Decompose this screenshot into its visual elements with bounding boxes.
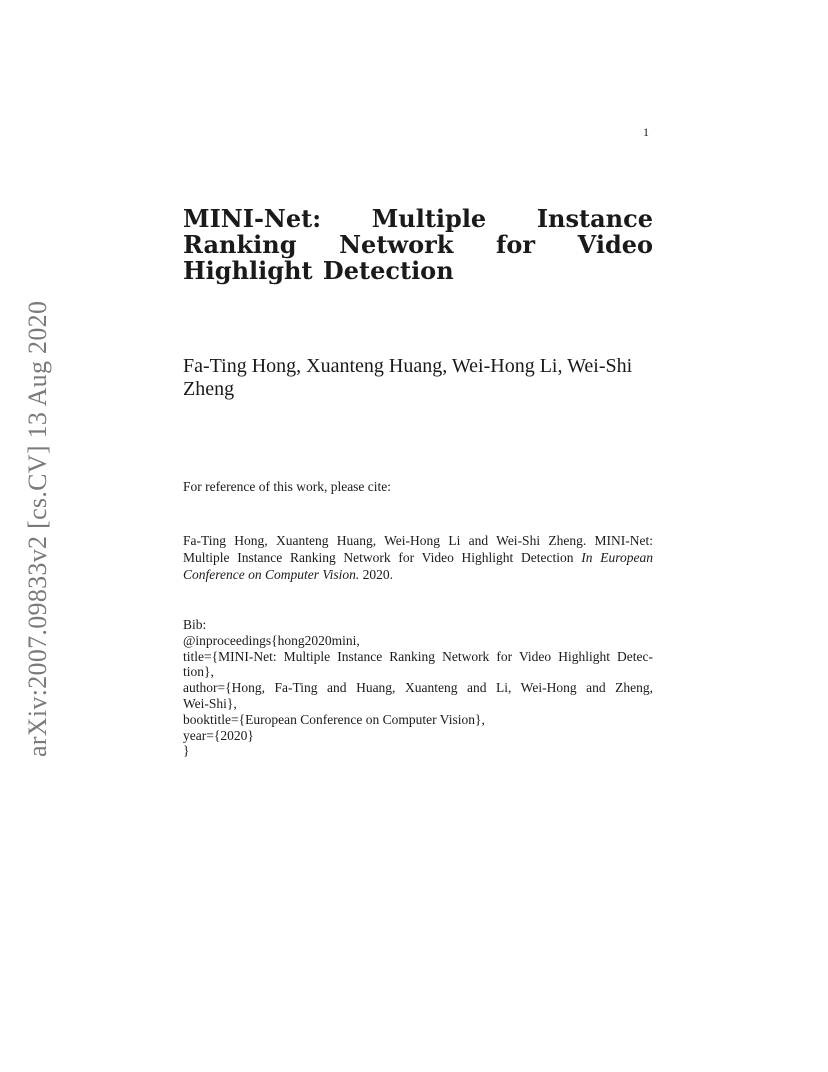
bib-line: author={Hong, Fa-Ting and Huang, Xuanteng and Li, Wei-Hong and Zheng, bbox=[183, 680, 653, 696]
arxiv-stamp: arXiv:2007.09833v2 [cs.CV] 13 Aug 2020 bbox=[23, 300, 52, 757]
bib-line: title={MINI-Net: Multiple Instance Ranking Network for Video Highlight Detec- bbox=[183, 648, 653, 664]
reference-entry bbox=[183, 532, 653, 583]
bib-line: booktitle={European Conference on Computer Vision}, bbox=[183, 711, 485, 727]
bibtex-block bbox=[183, 617, 653, 759]
bib-line: Wei-Shi}, bbox=[183, 695, 237, 711]
bib-line: year={2020} bbox=[183, 727, 254, 743]
bib-line: } bbox=[183, 743, 190, 759]
bib-line: tion}, bbox=[183, 664, 214, 680]
reference-year: 2020. bbox=[362, 567, 393, 582]
reference-venue: In European Conference on Computer Vision. bbox=[183, 550, 654, 582]
bib-header: Bib: bbox=[183, 617, 207, 632]
page-number: 1 bbox=[643, 125, 649, 139]
reference-text: Fa-Ting Hong, Xuanteng Huang, Wei-Hong Li and Wei-Shi Zheng. MINI-Net: Multiple Instance Ranking Network for Video Highlight Detection bbox=[183, 533, 653, 565]
citation-note: For reference of this work, please cite: bbox=[183, 479, 392, 494]
paper-title: MINI-Net: Multiple Instance Ranking Network for Video Highlight Detection bbox=[183, 204, 653, 285]
bib-line: @inproceedings{hong2020mini, bbox=[183, 632, 360, 648]
author-list: Fa-Ting Hong, Xuanteng Huang, Wei-Hong Li, Wei-Shi Zheng bbox=[183, 355, 633, 400]
